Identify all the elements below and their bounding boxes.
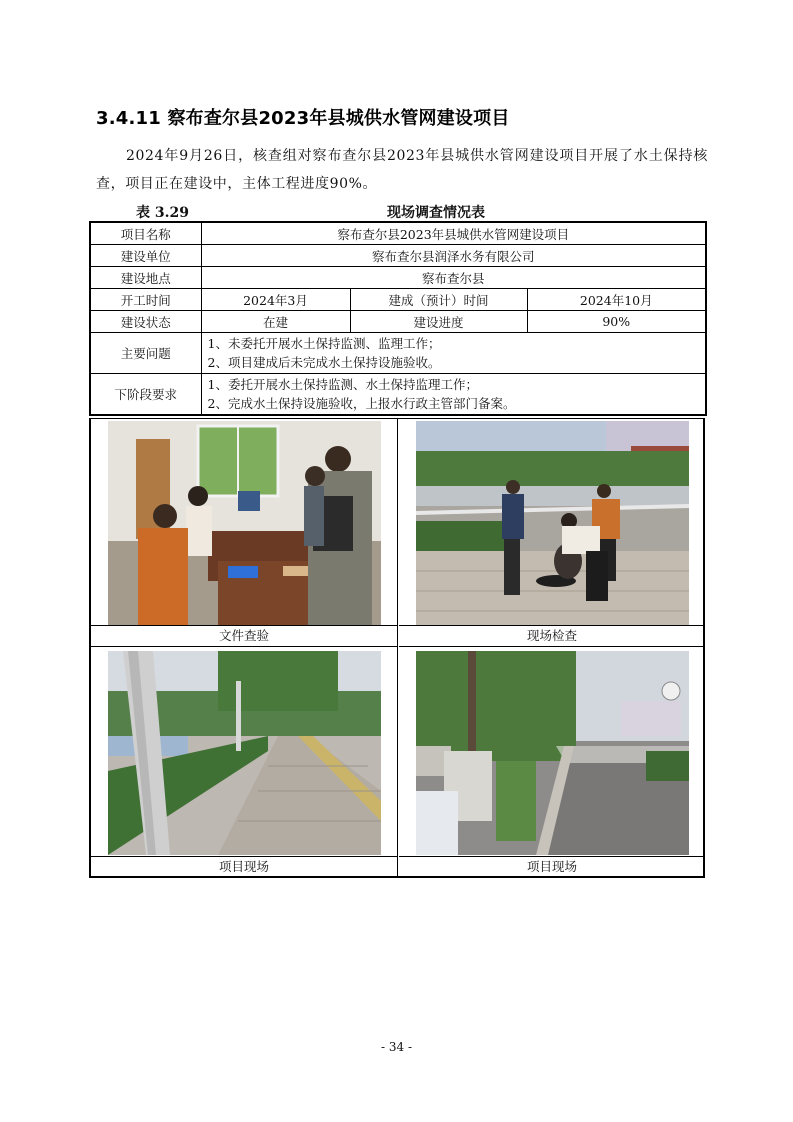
- photo-grid: [89, 418, 705, 878]
- issue-line: 2、项目建成后未完成水土保持设施验收。: [207, 355, 441, 370]
- next-stage-value: [201, 374, 706, 416]
- photo-caption: 项目现场: [399, 856, 705, 877]
- location-value: 察布查尔县: [201, 267, 706, 289]
- table-row: [90, 222, 706, 245]
- photo-document-inspection: [108, 421, 381, 625]
- start-value: 2024年3月: [201, 289, 350, 311]
- progress-value: 90%: [527, 311, 706, 333]
- status-label: 建设状态: [90, 311, 201, 333]
- project-name-value: 察布查尔县2023年县城供水管网建设项目: [201, 222, 706, 245]
- photo-cell: [399, 419, 705, 647]
- page-number: - 34 -: [380, 1040, 412, 1054]
- section-heading: 3.4.11 察布查尔县2023年县城供水管网建设项目: [96, 108, 510, 129]
- site-survey-table: [89, 221, 707, 416]
- next-stage-label: 下阶段要求: [90, 374, 201, 416]
- start-label: 开工时间: [90, 289, 201, 311]
- unit-label: 建设单位: [90, 245, 201, 267]
- requirement-line: 1、委托开展水土保持监测、水土保持监理工作；: [207, 377, 478, 392]
- photo-caption: 文件查验: [91, 625, 397, 646]
- table-row: [90, 245, 706, 267]
- finish-label: 建成（预计）时间: [350, 289, 527, 311]
- intro-paragraph: 2024年9月26日，核查组对察布查尔县2023年县城供水管网建设项目开展了水土保持核查，项目正在建设中，主体工程进度90%。: [96, 148, 708, 192]
- photo-cell: [91, 419, 398, 647]
- table-caption: [96, 200, 708, 222]
- issues-label: 主要问题: [90, 333, 201, 374]
- table-row: [90, 267, 706, 289]
- issues-value: [201, 333, 706, 374]
- location-label: 建设地点: [90, 267, 201, 289]
- table-row: [90, 333, 706, 374]
- photo-project-site-sidewalk: [108, 651, 381, 855]
- photo-project-site-street: [416, 651, 689, 855]
- project-name-label: 项目名称: [90, 222, 201, 245]
- photo-site-inspection: [416, 421, 689, 625]
- photo-cell: [399, 647, 705, 877]
- photo-caption: 项目现场: [91, 856, 397, 877]
- table-row: [90, 374, 706, 416]
- table-title: 现场调查情况表: [387, 205, 485, 221]
- finish-value: 2024年10月: [527, 289, 706, 311]
- photo-caption: 现场检查: [399, 625, 705, 646]
- requirement-line: 2、完成水土保持设施验收，上报水行政主管部门备案。: [207, 396, 516, 411]
- issue-line: 1、未委托开展水土保持监测、监理工作；: [207, 336, 441, 351]
- table-row: [90, 311, 706, 333]
- photo-cell: [91, 647, 398, 877]
- table-row: [90, 289, 706, 311]
- progress-label: 建设进度: [350, 311, 527, 333]
- status-value: 在建: [201, 311, 350, 333]
- table-number: 表 3.29: [136, 205, 189, 221]
- unit-value: 察布查尔县润泽水务有限公司: [201, 245, 706, 267]
